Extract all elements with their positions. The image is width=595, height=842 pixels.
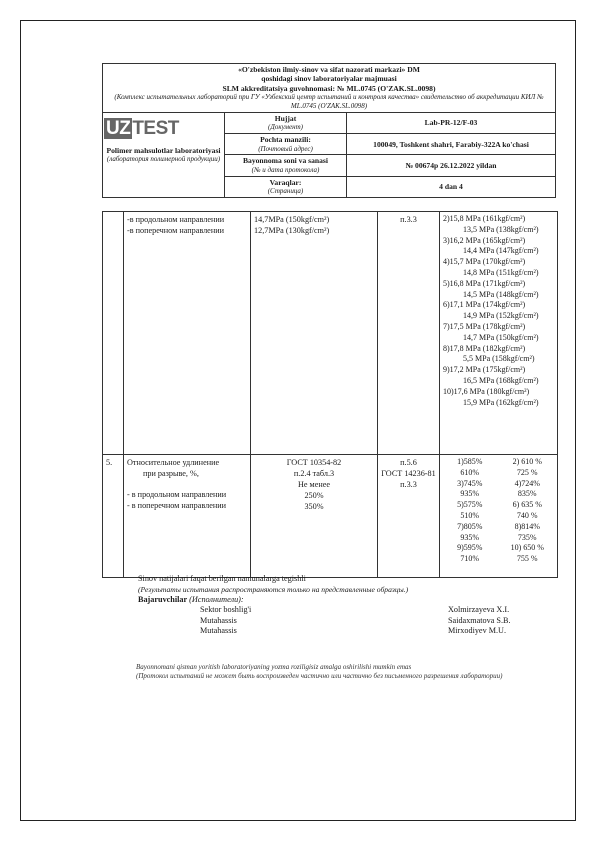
row1-result-line: 2)15,8 MPa (161kgf/cm²) xyxy=(443,214,526,223)
row1-norm xyxy=(251,212,378,455)
row1-norm-line: 14,7МPa (150kgf/cm²) xyxy=(254,215,330,224)
org-line2: qoshidagi sinov laboratoriyalar majmuasi xyxy=(261,74,397,84)
row2-name-line: при разрыве, %, xyxy=(143,469,199,479)
role-label: Mutahassis xyxy=(200,615,237,625)
row1-result-line: 15,9 MPa (162kgf/cm²) xyxy=(463,397,539,407)
row2-norm-line: 350% xyxy=(304,502,324,512)
footer-line1-ru: (Результаты испытания распространяются только на представленные образцы.) xyxy=(138,584,409,594)
row1-num xyxy=(103,212,124,455)
doc-label-ru: (Документ) xyxy=(268,123,303,132)
row2-results xyxy=(440,455,558,578)
row1-name xyxy=(124,212,251,455)
row1-name-line: -в продольном направлении xyxy=(127,215,225,224)
row2-result-cell: 740 % xyxy=(516,510,538,520)
row1-result-line: 9)17,2 MPa (175kgf/cm²) xyxy=(443,365,526,375)
protocol-value: № 00674p 26.12.2022 yildan xyxy=(347,155,556,176)
row2-name-spacer xyxy=(127,479,247,489)
row2-result-cell: 755 % xyxy=(516,554,538,564)
row1-result-line: 7)17,5 MPa (178kgf/cm²) xyxy=(443,321,526,331)
row2-clause-line: ГОСТ 14236-81 xyxy=(381,469,436,479)
row2-clause-line: п.5.6 xyxy=(400,458,417,467)
row1-clause: п.3.3 xyxy=(378,212,440,455)
footer-line1: Sinov natijalari faqat berilgan namunalarga tegishli xyxy=(138,574,306,583)
row1-result-line: 14,9 MPa (152kgf/cm²) xyxy=(463,311,539,321)
person-name: Mirxodiyev M.U. xyxy=(448,626,506,636)
row2-name xyxy=(124,455,251,578)
row2-result-cell: 6) 635 % xyxy=(512,500,542,510)
note-ru: (Протокол испытаний не может быть воспроизведен частично или частично без письменного разрешения лаборатории) xyxy=(136,672,503,681)
signature-row xyxy=(138,626,538,637)
row2-result-cell: 935% xyxy=(460,532,480,542)
row2-result-cell: 835% xyxy=(517,489,537,499)
header-table xyxy=(102,63,556,198)
row2-norm-line: ГОСТ 10354-82 xyxy=(286,458,342,467)
row2-result-cell: 610% xyxy=(460,467,480,477)
doc-label-cell xyxy=(225,112,347,133)
row1-result-line: 14,8 MPa (151kgf/cm²) xyxy=(463,267,539,277)
row2-result-cell: 1)585% xyxy=(457,457,483,466)
row1-result-line: 4)15,7 MPa (170kgf/cm²) xyxy=(443,257,526,267)
row2-result-cell: 735% xyxy=(517,532,537,542)
pages-label-cell xyxy=(225,176,347,197)
results-table xyxy=(102,211,558,578)
org-line1: «O'zbekiston ilmiy-sinov va sifat nazorati markazi» DM xyxy=(238,65,420,74)
row1-result-line: 14,5 MPa (148kgf/cm²) xyxy=(463,289,539,299)
lab-title-ru: (лаборатория полимерной продукции) xyxy=(106,155,221,164)
row1-result-line: 14,4 MPa (147kgf/cm²) xyxy=(463,246,539,256)
row2-name-line: - в продольном направлении xyxy=(127,490,227,500)
pages-value: 4 dan 4 xyxy=(347,176,556,197)
row2-results-grid xyxy=(443,457,554,565)
performers-label: Bajaruvchilar xyxy=(138,594,188,604)
address-label: Pochta manzili: xyxy=(260,135,311,145)
row2-result-cell: 935% xyxy=(460,489,480,499)
performers-label-ru: (Исполнители): xyxy=(189,594,244,604)
row1-results xyxy=(440,212,558,455)
address-label-cell xyxy=(225,134,347,155)
row2-result-cell: 9)595% xyxy=(457,543,483,553)
row1-name-line: -в поперечном направлении xyxy=(127,226,224,236)
row1-result-line: 5,5 MPa (158kgf/cm²) xyxy=(463,354,535,364)
performers-heading xyxy=(138,595,538,606)
row1-result-line: 3)16,2 MPa (165kgf/cm²) xyxy=(443,235,526,245)
row2-result-cell: 725 % xyxy=(516,467,538,477)
row2-clause xyxy=(378,455,440,578)
row1-result-line: 8)17,8 MPa (182kgf/cm²) xyxy=(443,343,526,353)
protocol-label-cell xyxy=(225,155,347,176)
lab-title: Polimer mahsulotlar laboratoriyasi xyxy=(106,145,221,155)
row1-result-line: 5)16,8 MPa (171kgf/cm²) xyxy=(443,278,526,288)
org-line3: SLM akkreditatsiya guvohnomasi: № ML.0745 (O'ZAK.SL.0098) xyxy=(222,83,436,93)
row2-norm xyxy=(251,455,378,578)
row1-result-line: 6)17,1 MPa (174kgf/cm²) xyxy=(443,300,526,310)
row2-norm-line: п.2.4 табл.3 xyxy=(293,469,335,479)
row1-result-line: 10)17,6 MPa (180kgf/cm²) xyxy=(443,386,530,396)
address-value: 100049, Toshkent shahri, Farabiy-322A ko'chasi xyxy=(347,134,556,155)
protocol-label: Bayonnoma soni va sanasi xyxy=(242,156,329,166)
row1-result-line: 16,5 MPa (168kgf/cm²) xyxy=(463,375,539,385)
lab-title-cell xyxy=(103,112,225,197)
row2-name-line: - в поперечном направлении xyxy=(127,501,227,511)
row2-result-cell: 5)575% xyxy=(457,500,483,510)
pages-label: Varaqlar: xyxy=(269,177,302,187)
pages-label-ru: (Страница) xyxy=(267,187,304,196)
row2-result-cell: 710% xyxy=(460,554,480,564)
doc-value: Lab-PR-12/F-03 xyxy=(347,112,556,133)
footer-block xyxy=(138,574,538,637)
person-name: Xolmirzayeva X.I. xyxy=(448,605,510,615)
row2-num: 5. xyxy=(103,455,124,578)
row2-result-cell: 8)814% xyxy=(514,521,540,531)
person-name: Saidaxmatova S.B. xyxy=(448,615,511,625)
note-uz: Bayonnomani qisman yoritish laboratoriyaning yozma roziligisiz amalga oshirilishi mumkin emas xyxy=(136,663,412,671)
address-label-ru: (Почтовый адрес) xyxy=(258,144,313,153)
row2-result-cell: 4)724% xyxy=(514,478,540,488)
row2-result-cell: 510% xyxy=(460,510,480,520)
row2-norm-line: 250% xyxy=(304,491,324,501)
org-line4: (Комплекс испытательных лабораторий при ГУ «Узбекский центр испытаний и контроля качества» свидетельство об аккредитации КИЛ № МL.0745 (O'ZAK.SL.0098) xyxy=(114,93,544,111)
signature-row xyxy=(138,605,538,616)
org-header-cell xyxy=(103,64,556,113)
protocol-label-ru: (№ и дата протокола) xyxy=(251,165,320,174)
row2-result-cell: 3)745% xyxy=(457,478,483,488)
reproduction-note xyxy=(136,663,536,682)
uztest-logo: UZ TEST xyxy=(106,118,179,139)
row2-result-cell: 2) 610 % xyxy=(512,457,542,466)
row1-results-list xyxy=(443,214,554,408)
row2-clause-line: п.3.3 xyxy=(400,480,417,490)
row1-result-line: 13,5 MPa (138kgf/cm²) xyxy=(463,224,539,234)
row2-name-line: Относительное удлинение xyxy=(127,458,220,467)
row1-result-line: 14,7 MPa (150kgf/cm²) xyxy=(463,332,539,342)
row1-norm-line: 12,7МPa (130kgf/cm²) xyxy=(254,226,330,236)
row2-result-cell: 7)805% xyxy=(457,521,483,531)
role-label: Sektor boshlig'i xyxy=(200,605,252,615)
row2-result-cell: 10) 650 % xyxy=(510,543,544,553)
signature-row xyxy=(138,616,538,627)
doc-label: Hujjat xyxy=(274,113,297,123)
row2-norm-line: Не менее xyxy=(297,480,331,490)
role-label: Mutahassis xyxy=(200,626,237,636)
